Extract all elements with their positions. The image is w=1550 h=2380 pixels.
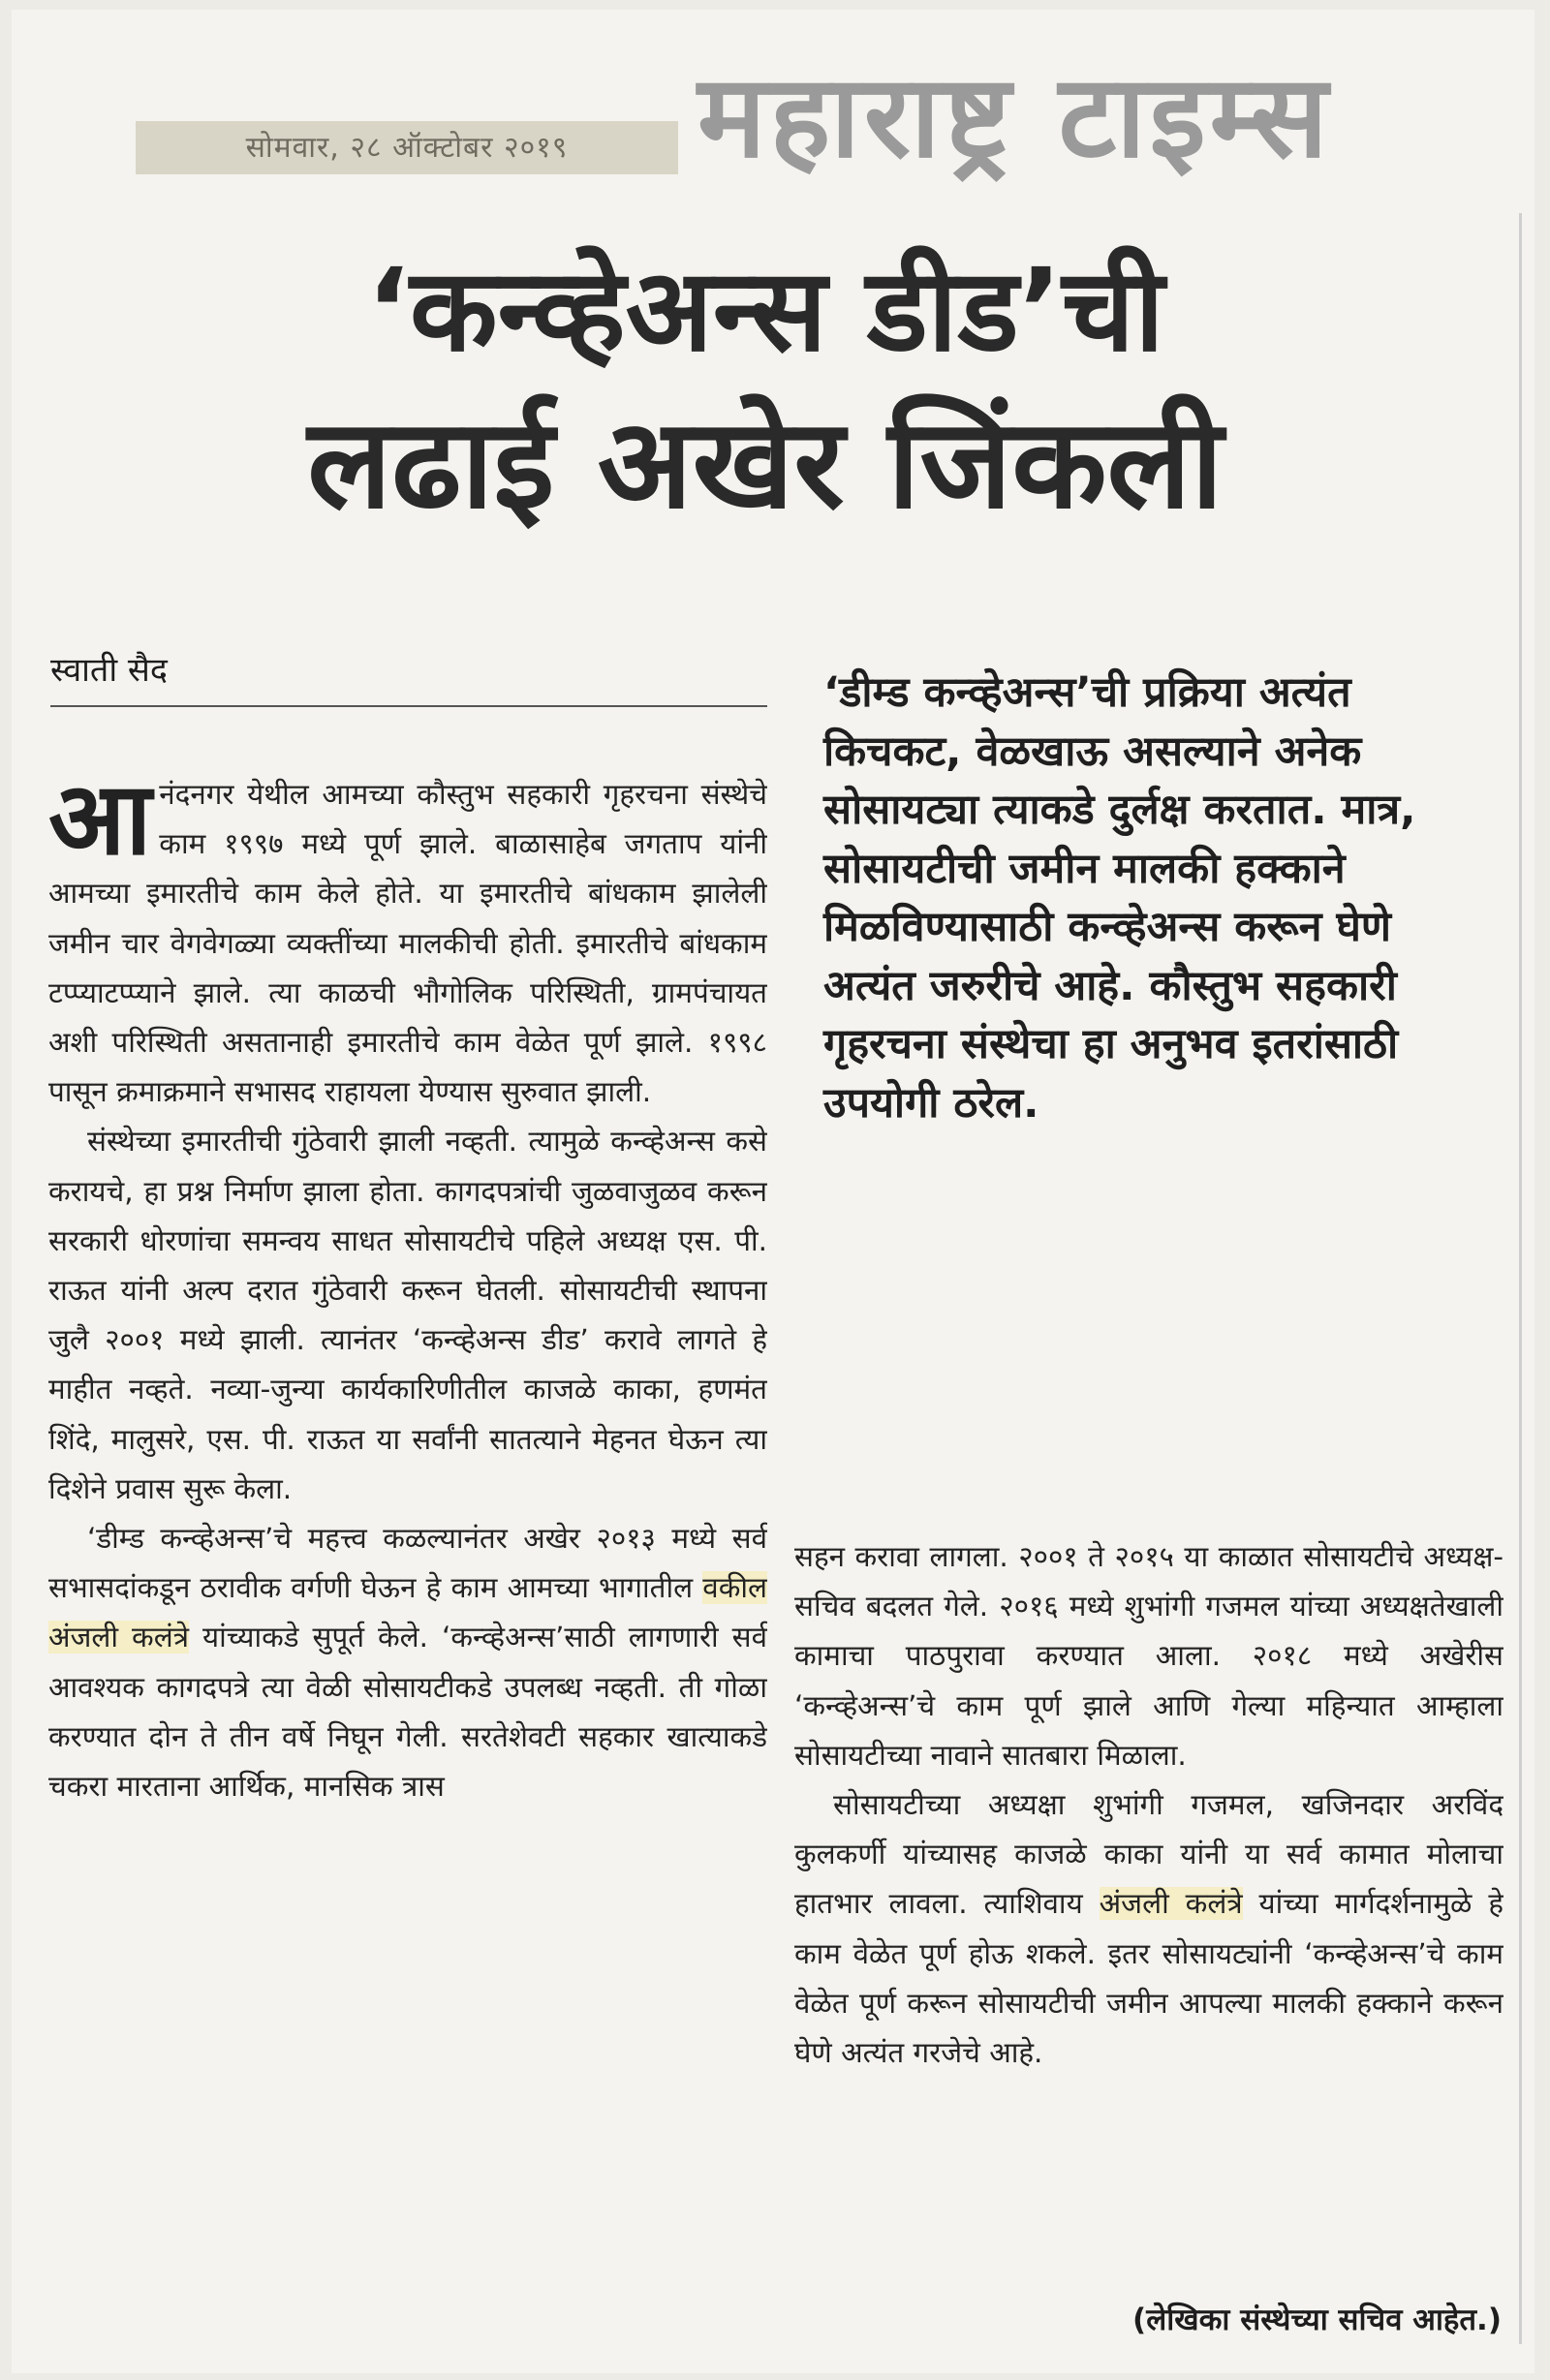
- newspaper-name: महाराष्ट्र टाइम्स: [698, 49, 1332, 183]
- masthead: [126, 49, 1531, 183]
- paragraph-text: सोसायटीच्या अध्यक्षा शुभांगी गजमल, खजिनदार अरविंद कुलकर्णी यांच्यासह काजळे काका यांनी या सर्व कामात मोलाचा हातभार लावला. त्याशिवाय: [794, 1788, 1504, 1921]
- article-paragraph: संस्थेच्या इमारतीची गुंठेवारी झाली नव्हती. त्यामुळे कन्व्हेअन्स कसे करायचे, हा प्रश्न निर्माण झाला होता. कागदपत्रांची जुळवाजुळव करून सरकारी धोरणांचा समन्वय साधत सोसायटीचे पहिले अध्यक्ष एस. पी. राऊत यांनी अल्प दरात गुंठेवारी करून घेतली. सोसायटीची स्थापना जुलै २००१ मध्ये झाली. त्यानंतर ‘कन्व्हेअन्स डीड’ करावे लागते हे माहीत नव्हते. नव्या-जुन्या कार्यकारिणीतील काजळे काका, हणमंत शिंदे, मालुसरे, एस. पी. राऊत या सर्वांनी सातत्याने मेहनत घेऊन त्या दिशेने प्रवास सुरू केला.: [48, 1125, 767, 1505]
- article-paragraph: [794, 1780, 1504, 2078]
- paragraph-text: यांच्या मार्गदर्शनामुळे हे काम वेळेत पूर्ण होऊ शकले. इतर सोसायट्यांनी ‘कन्व्हेअन्स’चे काम वेळेत पूर्ण करून सोसायटीची जमीन आपल्या मालकी हक्काने करून घेणे अत्यंत गरजेचे आहे.: [794, 1887, 1504, 2070]
- paragraph-text: नंदनगर येथील आमच्या कौस्तुभ सहकारी गृहरचना संस्थेचे काम १९९७ मध्ये पूर्ण झाले. बाळासाहेब जगताप यांनी आमच्या इमारतीचे काम केले होते. या इमारतीचे बांधकाम झालेली जमीन चार वेगवेगळ्या व्यक्तींच्या मालकीची होती. इमारतीचे बांधकाम टप्प्याटप्प्याने झाले. त्या काळची भौगोलिक परिस्थिती, ग्रामपंचायत अशी परिस्थिती असतानाही इमारतीचे काम वेळेत पूर्ण झाले. १९९८ पासून क्रमाक्रमाने सभासद राहायला येण्यास सुरुवात झाली.: [48, 778, 767, 1109]
- issue-date: सोमवार, २८ ऑक्टोबर २०१९: [136, 121, 678, 174]
- article-paragraph: सहन करावा लागला. २००१ ते २०१५ या काळात सोसायटीचे अध्यक्ष-सचिव बदलत गेले. २०१६ मध्ये शुभांगी गजमल यांच्या अध्यक्षतेखाली कामाचा पाठपुरावा करण्यात आला. २०१८ मध्ये अखेरीस ‘कन्व्हेअन्स’चे काम पूर्ण झाले आणि गेल्या महिन्यात आम्हाला सोसायटीच्या नावाने सातबारा मिळाला.: [794, 1540, 1504, 1772]
- headline-line-2: लढाई अखेर जिंकली: [307, 392, 1224, 537]
- paragraph-text: ‘डीम्ड कन्व्हेअन्स’चे महत्त्व कळल्यानंतर अखेर २०१३ मध्ये सर्व सभासदांकडून ठरावीक वर्गणी घेऊन हे काम आमच्या भागातील: [48, 1522, 767, 1605]
- headline-line-1: ‘कन्व्हेअन्स डीड’ची: [366, 243, 1164, 377]
- page-edge-divider: [1519, 213, 1522, 2344]
- headline: [87, 237, 1443, 547]
- highlighted-name: वकील अंजली कलंत्रे: [48, 1571, 767, 1654]
- drop-cap: आ: [48, 770, 152, 878]
- paragraph-text: यांच्याकडे सुपूर्त केले. ‘कन्व्हेअन्स’साठी लागणारी सर्व आवश्यक कागदपत्रे त्या वेळी सोसायटीकडे उपलब्ध नव्हती. ती गोळा करण्यात दोन ते तीन वर्षे निघून गेली. सरतेशेवटी सहकार खात्याकडे चकरा मारताना आर्थिक, मानसिक त्रास: [48, 1621, 767, 1804]
- byline: स्वाती सैद: [50, 647, 767, 707]
- pull-quote: ‘डीम्ड कन्व्हेअन्स’ची प्रक्रिया अत्यंत किचकट, वेळखाऊ असल्याने अनेक सोसायट्या त्याकडे दुर्लक्ष करतात. मात्र, सोसायटीची जमीन मालकी हक्काने मिळविण्यासाठी कन्व्हेअन्स करून घेणे अत्यंत जरुरीचे आहे. कौस्तुभ सहकारी गृहरचना संस्थेचा हा अनुभव इतरांसाठी उपयोगी ठरेल.: [823, 668, 1416, 1128]
- highlighted-name: अंजली कलंत्रे: [1099, 1887, 1243, 1921]
- article-column-right: [794, 1532, 1504, 2278]
- article-paragraph: [48, 1514, 767, 1811]
- article-paragraph: [48, 770, 767, 1117]
- article-column-left: [48, 770, 767, 2349]
- author-note: (लेखिका संस्थेच्या सचिव आहेत.): [1132, 2303, 1502, 2337]
